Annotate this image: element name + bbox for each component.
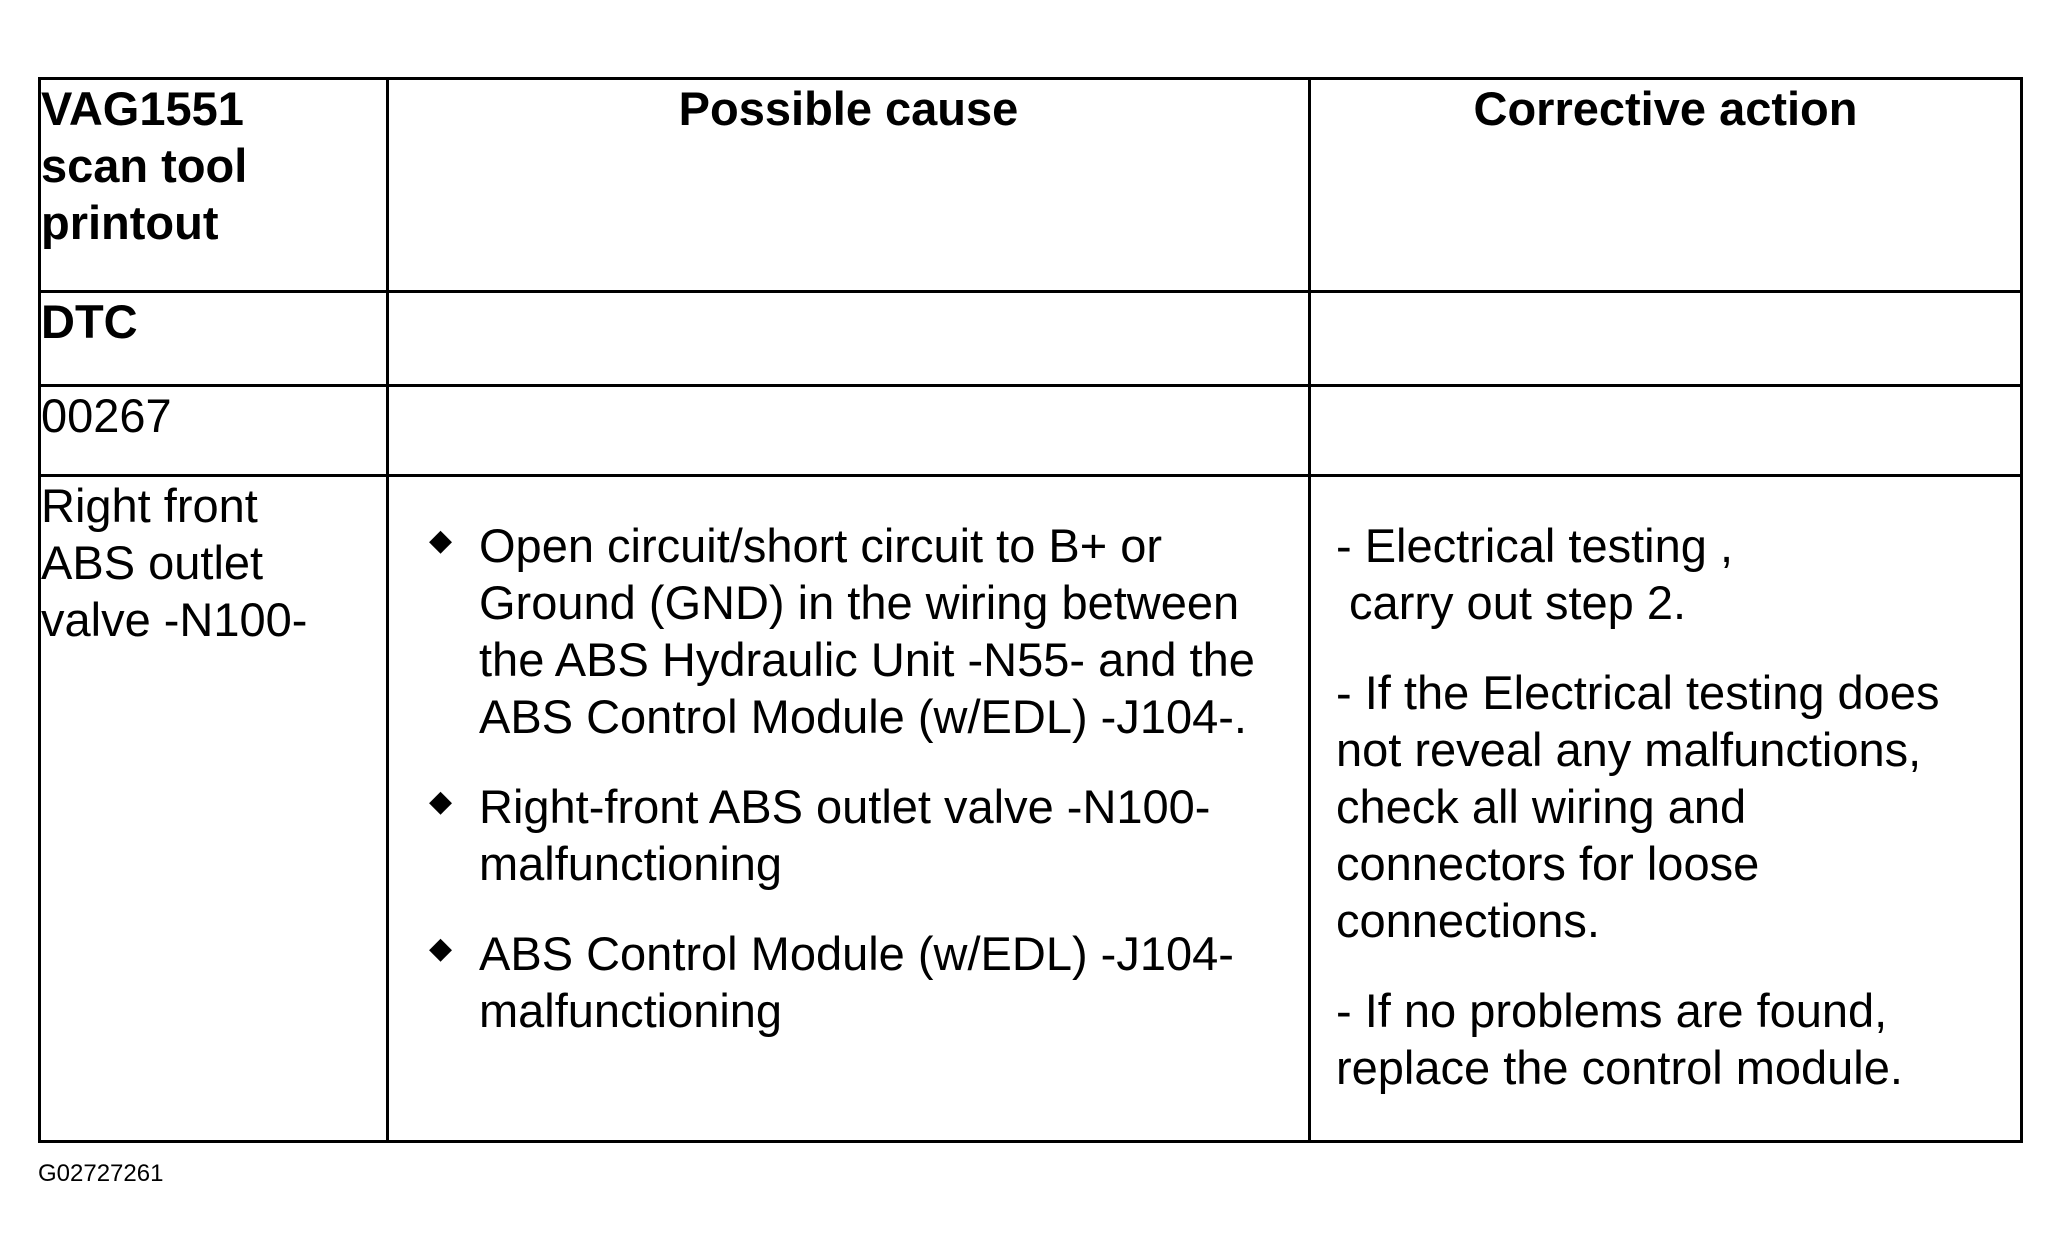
cause-line: Right-front ABS outlet valve -N100-: [479, 780, 1211, 833]
action-item: [1336, 982, 2000, 1096]
action-item: [1336, 664, 2000, 949]
cause-item: [389, 778, 1308, 892]
component-name: [40, 476, 388, 1142]
cause-list: [389, 477, 1308, 1039]
dtc-label: DTC: [40, 292, 388, 386]
cause-line: Ground (GND) in the wiring between: [479, 576, 1240, 629]
header-possible-cause: Possible cause: [388, 79, 1310, 292]
diamond-bullet-icon: ◆: [429, 932, 453, 965]
action-line: check all wiring and: [1336, 780, 1747, 833]
diamond-bullet-icon: ◆: [429, 524, 453, 557]
cause-line: malfunctioning: [479, 837, 783, 890]
action-line: - If the Electrical testing does: [1336, 666, 1940, 719]
dtc-code: 00267: [40, 386, 388, 476]
action-line: - Electrical testing ,: [1336, 519, 1734, 572]
header-line: VAG1551: [41, 82, 244, 135]
possible-cause-cell: [388, 476, 1310, 1142]
header-line: scan tool: [41, 139, 248, 192]
header-line: printout: [41, 196, 219, 249]
action-item: [1336, 517, 2000, 631]
cause-line: the ABS Hydraulic Unit -N55- and the: [479, 633, 1255, 686]
dtc-code-row: [40, 386, 2022, 476]
dtc-label-row: [40, 292, 2022, 386]
action-line: carry out step 2.: [1336, 576, 1687, 629]
action-line: connectors for loose: [1336, 837, 1760, 890]
cause-line: ABS Control Module (w/EDL) -J104-: [479, 927, 1234, 980]
diamond-bullet-icon: ◆: [429, 785, 453, 818]
component-line: ABS outlet: [41, 536, 264, 589]
figure-id: G02727261: [38, 1160, 164, 1187]
action-list: [1311, 477, 2020, 1096]
header-row: [40, 79, 2022, 292]
header-scan-tool-printout: [40, 79, 388, 292]
action-line: not reveal any malfunctions,: [1336, 723, 1922, 776]
action-line: - If no problems are found,: [1336, 984, 1888, 1037]
empty-cell: [388, 386, 1310, 476]
empty-cell: [1310, 386, 2022, 476]
action-line: replace the control module.: [1336, 1041, 1903, 1094]
dtc-detail-row: [40, 476, 2022, 1142]
cause-item: [389, 517, 1308, 745]
action-line: connections.: [1336, 894, 1600, 947]
cause-line: Open circuit/short circuit to B+ or: [479, 519, 1163, 572]
dtc-table: [38, 77, 2023, 1143]
empty-cell: [1310, 292, 2022, 386]
cause-line: ABS Control Module (w/EDL) -J104-.: [479, 690, 1247, 743]
component-line: valve -N100-: [41, 593, 308, 646]
component-line: Right front: [41, 479, 258, 532]
corrective-action-cell: [1310, 476, 2022, 1142]
empty-cell: [388, 292, 1310, 386]
header-corrective-action: Corrective action: [1310, 79, 2022, 292]
cause-line: malfunctioning: [479, 984, 783, 1037]
cause-item: [389, 925, 1308, 1039]
